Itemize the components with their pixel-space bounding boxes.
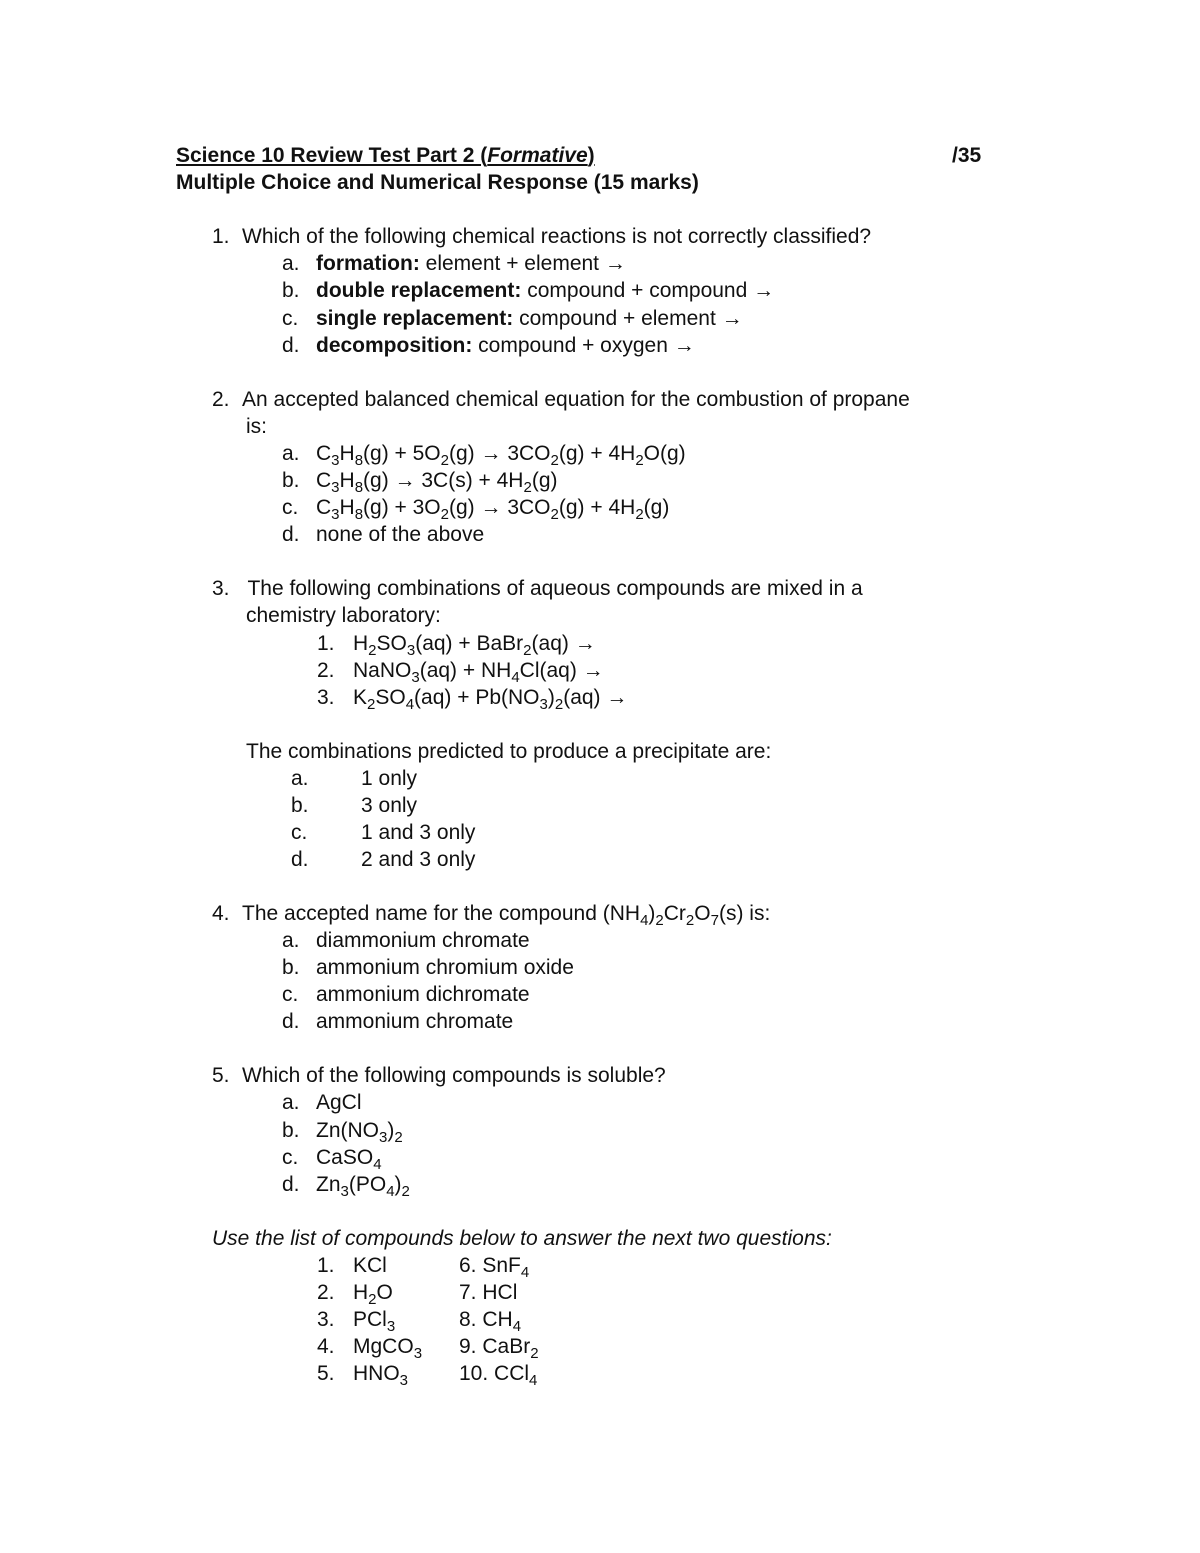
- combination-equation: NaNO$_3$(aq) + $NH_4Cl(aq)$ →: [353, 659, 604, 686]
- compound-formula: CaBr$_2$: [482, 1335, 539, 1362]
- q3-option-c: [291, 819, 475, 846]
- option-letter: d.: [282, 523, 300, 546]
- q1-option-c: [282, 305, 743, 332]
- question-4-stem: [212, 900, 770, 927]
- combination-2: [317, 657, 604, 684]
- option-term: formation:: [316, 252, 420, 275]
- list-number: 1.: [317, 1254, 335, 1277]
- compound-formula: SnF$_4$: [482, 1254, 530, 1281]
- option-letter: c.: [282, 1146, 299, 1169]
- option-text: ammonium dichromate: [316, 983, 530, 1006]
- question-text: The accepted name for the compound: [242, 902, 603, 925]
- q3-option-b: [291, 792, 417, 819]
- option-letter: d.: [291, 848, 309, 871]
- option-letter: d.: [282, 1173, 300, 1196]
- option-formula: $Zn(NO_3)_2$: [316, 1119, 403, 1146]
- option-letter: a.: [282, 442, 300, 465]
- option-text: 3 only: [361, 794, 418, 817]
- option-letter: b.: [282, 956, 300, 979]
- compound-item-4: [317, 1333, 422, 1360]
- option-term: single replacement:: [316, 307, 514, 330]
- option-letter: d.: [282, 334, 300, 357]
- q4-option-d: [282, 1008, 513, 1035]
- option-formula: AgCl: [316, 1091, 362, 1114]
- option-letter: a.: [282, 1091, 300, 1114]
- option-text: 1 only: [361, 767, 418, 790]
- q1-option-b: [282, 277, 774, 304]
- score-total: /35: [952, 144, 982, 167]
- compound-item-9: [459, 1333, 539, 1360]
- option-equation: $C_3H_8(g) + 5O_2(g) \to 3CO_2(g) + 4H_2O(g)$: [316, 442, 686, 469]
- compound-formula: CCl$_4$: [494, 1362, 538, 1389]
- combination-3: [317, 684, 627, 711]
- option-formula: $Zn_3(PO_4)_2$: [316, 1173, 410, 1200]
- option-text: ammonium chromium oxide: [316, 956, 574, 979]
- list-number: 3.: [317, 1308, 335, 1331]
- option-letter: b.: [282, 1119, 300, 1142]
- question-3-prompt: The combinations predicted to produce a precipitate are:: [246, 740, 772, 763]
- compound-item-8: [459, 1306, 521, 1333]
- option-letter: a.: [282, 252, 300, 275]
- list-number: 6.: [459, 1254, 477, 1277]
- question-text-end: is:: [743, 902, 771, 925]
- title-italic: Formative: [487, 144, 588, 167]
- compound-formula: PCl$_3$: [353, 1308, 396, 1335]
- list-number: 4.: [317, 1335, 335, 1358]
- q3-option-a: [291, 765, 417, 792]
- option-letter: b.: [282, 469, 300, 492]
- combination-number: 2.: [317, 659, 335, 682]
- compound-item-3: [317, 1306, 395, 1333]
- question-3-stem-cont: chemistry laboratory:: [246, 604, 441, 627]
- q5-option-a: [282, 1089, 362, 1116]
- combination-number: 3.: [317, 686, 335, 709]
- option-equation: $C_3H_8(g) + 3O_2(g) \to 3CO_2(g) + 4H_2(g)$: [316, 496, 670, 523]
- option-text: 2 and 3 only: [361, 848, 476, 871]
- option-letter: c.: [282, 496, 299, 519]
- option-term: decomposition:: [316, 334, 473, 357]
- q5-option-c: [282, 1144, 382, 1171]
- question-3-stem: [212, 575, 863, 602]
- compound-item-1: [317, 1252, 387, 1279]
- list-number: 8.: [459, 1308, 477, 1331]
- question-1-stem: [212, 223, 871, 250]
- option-text: diammonium chromate: [316, 929, 530, 952]
- compound-item-7: [459, 1279, 517, 1306]
- q3-option-d: [291, 846, 475, 873]
- option-text: 1 and 3 only: [361, 821, 476, 844]
- option-letter: a.: [291, 767, 309, 790]
- option-formula: CaSO$_4$: [316, 1146, 382, 1173]
- option-text: compound + compound →: [521, 279, 775, 302]
- question-2-stem-cont: is:: [246, 415, 267, 438]
- title-suffix: ): [587, 144, 595, 167]
- question-number: 1.: [212, 225, 230, 248]
- compound-formula: $CH_4$: [482, 1308, 522, 1335]
- q4-option-a: [282, 927, 530, 954]
- question-5-stem: [212, 1062, 666, 1089]
- compound-formula: $HNO_3$: [353, 1362, 409, 1389]
- option-letter: c.: [282, 983, 299, 1006]
- compound-item-5: [317, 1360, 408, 1387]
- q4-option-b: [282, 954, 574, 981]
- compound-list-intro: Use the list of compounds below to answer the next two questions:: [212, 1227, 832, 1250]
- option-text: element + element →: [419, 252, 626, 275]
- title-prefix: Science 10 Review Test Part 2 (: [176, 144, 488, 167]
- compound-item-2: [317, 1279, 393, 1306]
- question-2-stem: [212, 386, 910, 413]
- combination-1: [317, 630, 596, 657]
- section-heading: Multiple Choice and Numerical Response (15 marks): [176, 171, 699, 194]
- question-number: 2.: [212, 388, 230, 411]
- compound-formula: $(NH_4)_2Cr_2O_7(s)$: [602, 902, 744, 929]
- q1-option-d: [282, 332, 695, 359]
- question-number: 3.: [212, 577, 230, 600]
- q2-option-d: [282, 521, 484, 548]
- compound-formula: MgCO$_3$: [353, 1335, 423, 1362]
- option-text: none of the above: [316, 523, 485, 546]
- option-letter: c.: [282, 307, 299, 330]
- q4-option-c: [282, 981, 530, 1008]
- question-text: An accepted balanced chemical equation for the combustion of propane: [242, 388, 910, 411]
- compound-item-6: [459, 1252, 529, 1279]
- question-text: Which of the following chemical reactions is not correctly classified?: [242, 225, 872, 248]
- option-equation: $C_3H_8(g) \to 3C(s) + 4H_2(g)$: [316, 469, 558, 496]
- question-number: 4.: [212, 902, 230, 925]
- option-text: compound + element →: [513, 307, 743, 330]
- page-title: [176, 142, 595, 169]
- list-number: 2.: [317, 1281, 335, 1304]
- option-letter: b.: [291, 794, 309, 817]
- list-number: 7.: [459, 1281, 477, 1304]
- q2-option-a: [282, 440, 686, 467]
- combination-equation: $K_2SO_4(aq) + Pb(NO_3)_2(aq)$ →: [353, 686, 628, 713]
- list-number: 5.: [317, 1362, 335, 1385]
- option-letter: a.: [282, 929, 300, 952]
- q2-option-c: [282, 494, 669, 521]
- option-letter: d.: [282, 1010, 300, 1033]
- option-text: compound + oxygen →: [472, 334, 695, 357]
- q2-option-b: [282, 467, 558, 494]
- q5-option-d: [282, 1171, 410, 1198]
- option-text: ammonium chromate: [316, 1010, 514, 1033]
- option-letter: c.: [291, 821, 308, 844]
- compound-item-10: [459, 1360, 537, 1387]
- combination-equation: $H_2SO_3(aq)$ + BaBr$_2$(aq) →: [353, 632, 596, 659]
- q5-option-b: [282, 1117, 403, 1144]
- compound-formula: $H_2O$: [353, 1281, 393, 1308]
- compound-formula: HCl: [482, 1281, 518, 1304]
- option-letter: b.: [282, 279, 300, 302]
- option-term: double replacement:: [316, 279, 522, 302]
- list-number: 9.: [459, 1335, 477, 1358]
- q1-option-a: [282, 250, 626, 277]
- question-text: The following combinations of aqueous compounds are mixed in a: [242, 577, 863, 600]
- list-number: 10.: [459, 1362, 489, 1385]
- compound-formula: KCl: [353, 1254, 387, 1277]
- combination-number: 1.: [317, 632, 335, 655]
- question-number: 5.: [212, 1064, 230, 1087]
- question-text: Which of the following compounds is soluble?: [242, 1064, 666, 1087]
